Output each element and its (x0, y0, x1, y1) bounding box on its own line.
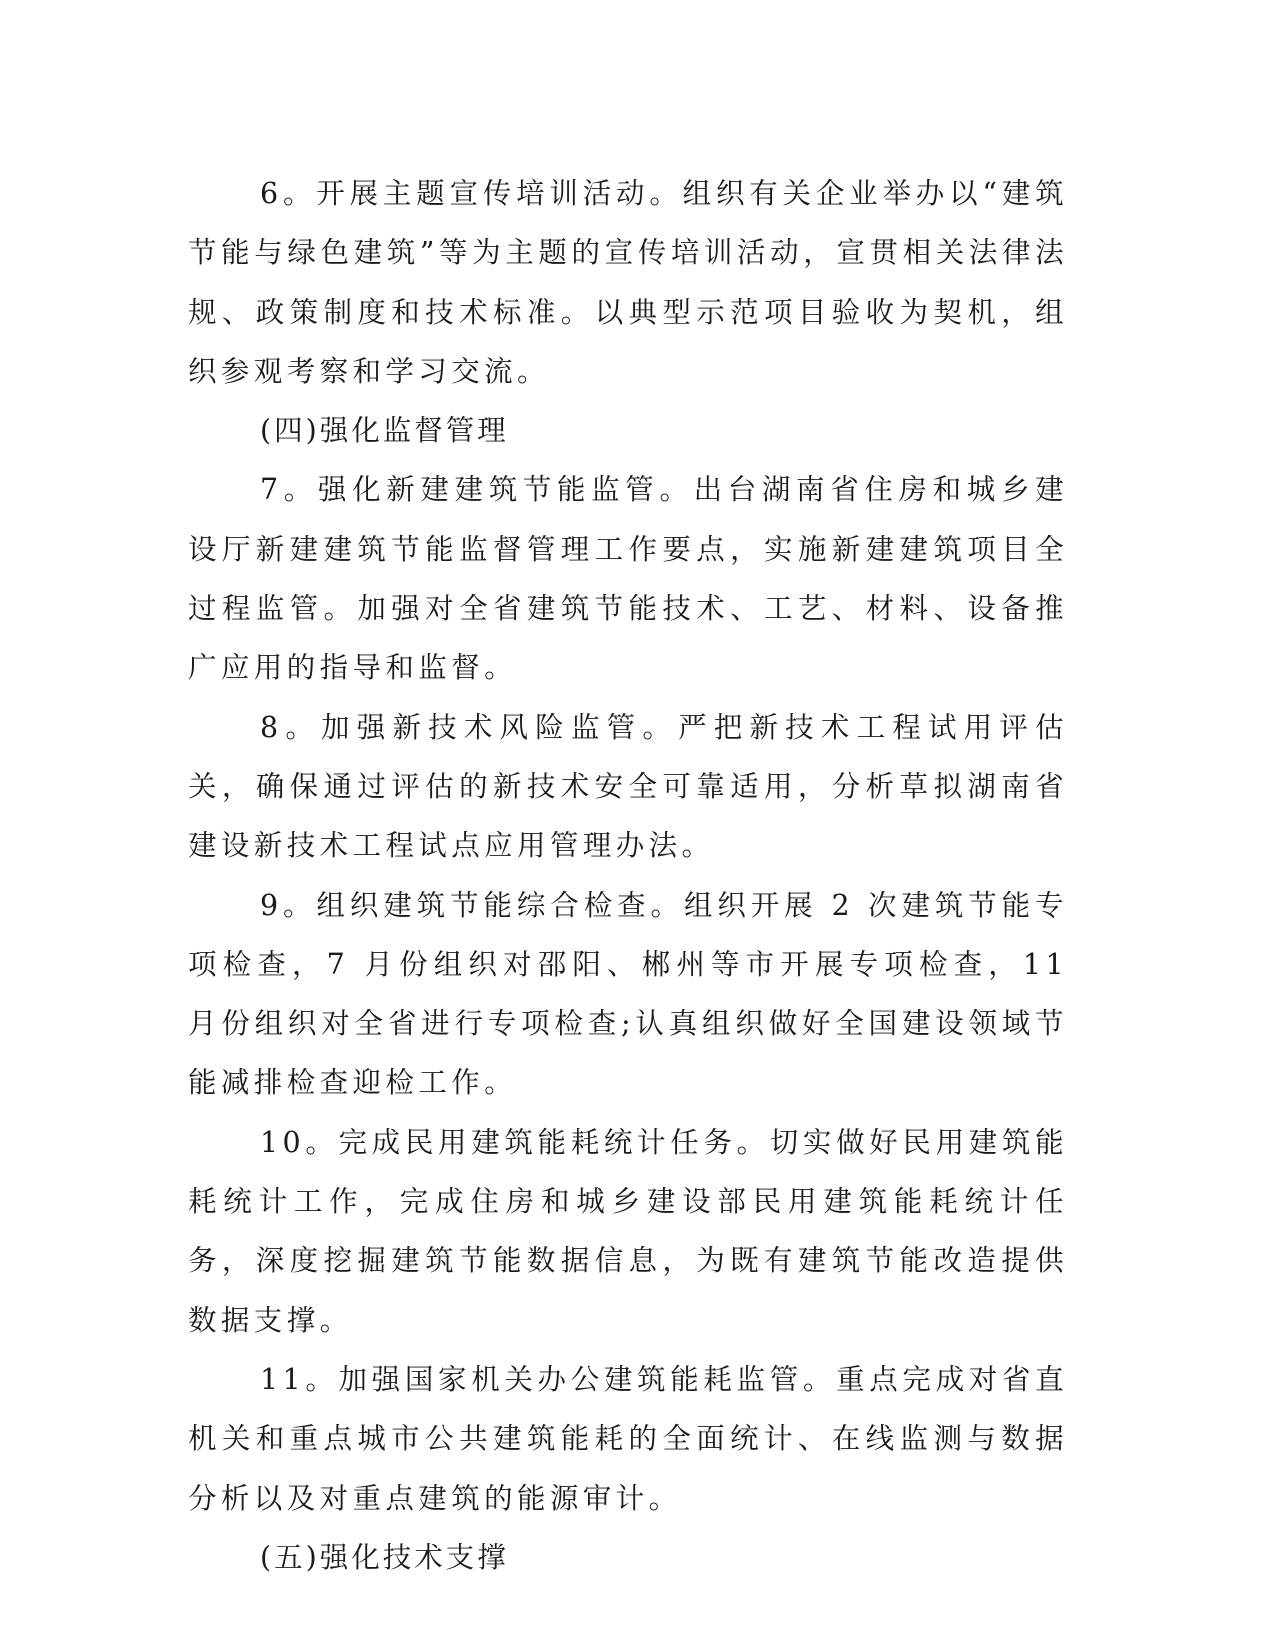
document-body (188, 164, 1068, 1587)
section-heading-5: (五)强化技术支撑 (260, 1540, 509, 1574)
paragraph-item-11: 11。加强国家机关办公建筑能耗监管。重点完成对省直机关和重点城市公共建筑能耗的全面统计、在线监测与数据分析以及对重点建筑的能源审计。 (188, 1362, 1068, 1515)
paragraph-item-10: 10。完成民用建筑能耗统计任务。切实做好民用建筑能耗统计工作，完成住房和城乡建设部民用建筑能耗统计任务，深度挖掘建筑节能数据信息，为既有建筑节能改造提供数据支撑。 (188, 1125, 1068, 1337)
paragraph-item-8: 8。加强新技术风险监管。严把新技术工程试用评估关，确保通过评估的新技术安全可靠适用，分析草拟湖南省建设新技术工程试点应用管理办法。 (188, 710, 1068, 863)
paragraph-item-9: 9。组织建筑节能综合检查。组织开展 2 次建筑节能专项检查，7 月份组织对邵阳、郴州等市开展专项检查，11 月份组织对全省进行专项检查;认真组织做好全国建设领域节能减排检查迎检工作。 (188, 888, 1068, 1100)
paragraph-item-7: 7。强化新建建筑节能监管。出台湖南省住房和城乡建设厅新建建筑节能监督管理工作要点，实施新建建筑项目全过程监管。加强对全省建筑节能技术、工艺、材料、设备推广应用的指导和监督。 (188, 473, 1068, 685)
paragraph-item-6: 6。开展主题宣传培训活动。组织有关企业举办以“建筑节能与绿色建筑”等为主题的宣传培训活动，宣贯相关法律法规、政策制度和技术标准。以典型示范项目验收为契机，组织参观考察和学习交流。 (188, 177, 1068, 388)
section-heading-4: (四)强化监督管理 (260, 414, 509, 448)
